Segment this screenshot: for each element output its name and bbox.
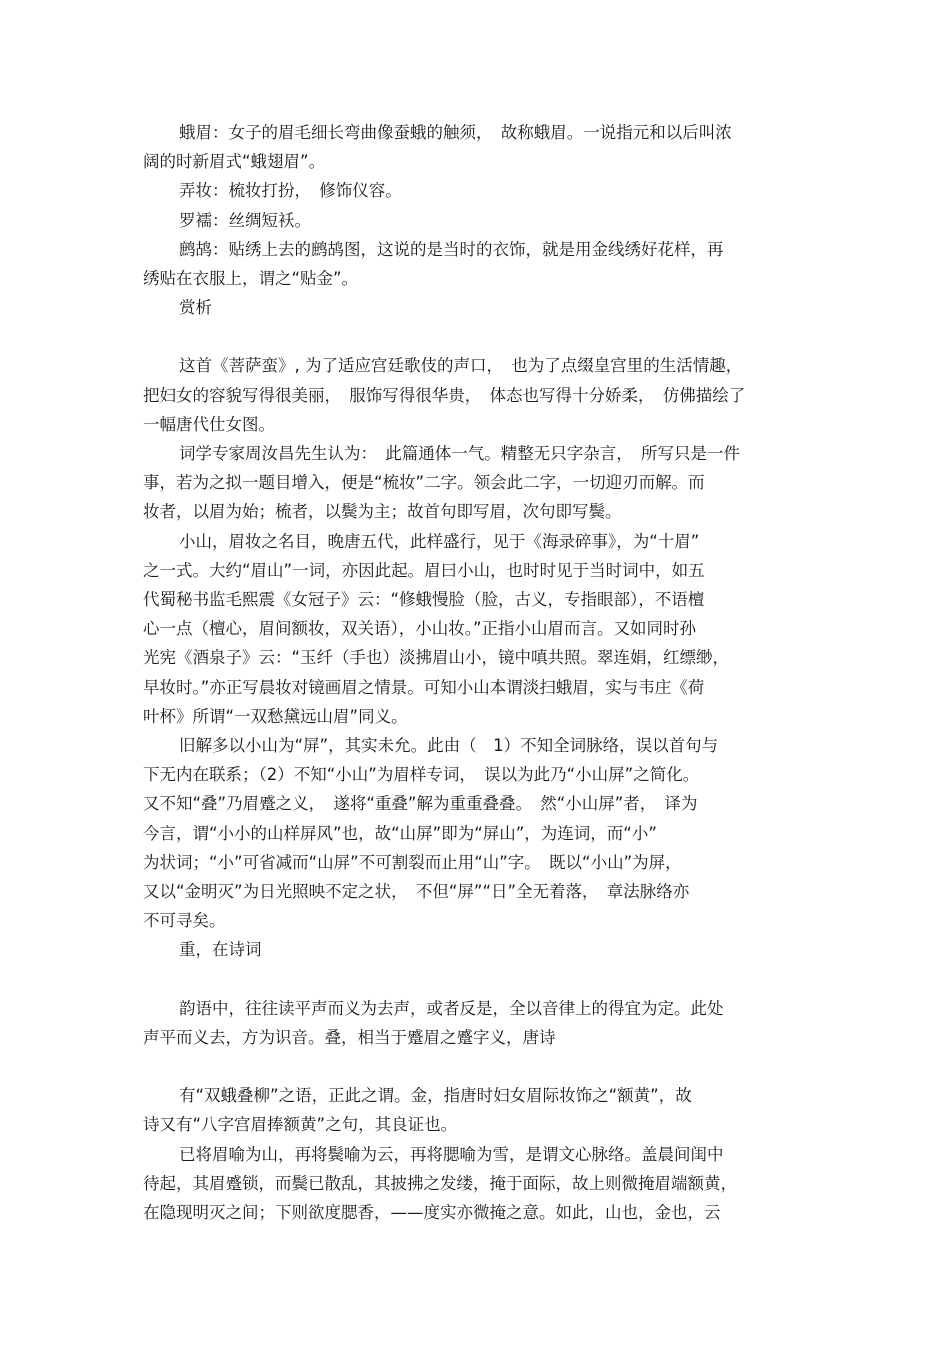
text-line: 一幅唐代仕女图。 [143,414,275,434]
body-text [143,118,807,1227]
text-line: 在隐现明灭之间；下则欲度腮香，——度实亦微掩之意。如此，山也，金也，云 [143,1202,721,1222]
paragraph-para-xiaoshan [143,527,807,731]
paragraph-spacer [143,322,807,351]
text-line: 韵语中，往往读平声而义为去声，或者反是，全以音律上的得宜为定。此处 [179,998,724,1018]
text-line: 代蜀秘书监毛熙震《女冠子》云：“修蛾慢脸（脸，古义，专指眼部），不语檀 [143,590,705,610]
paragraph-para-intro [143,351,807,439]
paragraph-para-youshuang [143,1081,807,1139]
text-line: 阔的时新眉式“蛾翅眉”。 [143,152,326,172]
text-line: 又以“金明灭”为日光照映不定之状， 不但“屏”“日”全无着落， 章法脉络亦 [143,882,690,902]
text-line: 蛾眉：女子的眉毛细长弯曲像蚕蛾的触须， 故称蛾眉。一说指元和以后叫浓 [179,123,732,142]
text-line: 心一点（檀心，眉间额妆，双关语），小山妆。”正指小山眉而言。又如同时孙 [143,619,697,639]
paragraph-para-zhou [143,439,807,527]
text-line: 声平而义去，方为识音。叠，相当于蹙眉之蹙字义，唐诗 [143,1027,556,1047]
text-line: 弄妆：梳妆打扮， 修饰仪容。 [179,181,402,201]
text-line: 事，若为之拟一题目增入，便是“梳妆”二字。领会此二字，一切迎刃而解。而 [143,473,705,493]
text-line: 待起，其眉蹙锁，而鬓已散乱，其披拂之发缕，掩于面际，故上则微掩眉端额黄， [143,1173,737,1193]
paragraph-para-jiujie [143,731,807,935]
paragraph-spacer [143,1052,807,1081]
text-line: 已将眉喻为山，再将鬓喻为云，再将腮喻为雪，是谓文心脉络。盖晨间闺中 [179,1144,724,1164]
paragraph-heading-shangxi [143,293,807,322]
text-line: 赏析 [179,298,212,318]
text-line: 妆者，以眉为始；梳者，以鬓为主；故首句即写眉，次句即写鬓。 [143,502,622,522]
paragraph-note-nongzhuang [143,176,807,205]
text-line: 为状词；“小”可省减而“山屏”不可割裂而止用“山”字。 既以“小山”为屏， [143,852,682,872]
text-line: 之一式。大约“眉山”一词，亦因此起。眉曰小山，也时时见于当时词中，如五 [143,560,705,580]
paragraph-note-luoru [143,206,807,235]
text-line: 这首《菩萨蛮》, 为了适应宫廷歌伎的声口， 也为了点缀皇宫里的生活情趣， [179,356,743,376]
paragraph-para-zhong [143,935,807,964]
text-line: 有“双蛾叠柳”之语，正此之谓。金，指唐时妇女眉际妆饰之“额黄”，故 [179,1086,692,1106]
text-line: 叶杯》所谓“一双愁黛远山眉”同义。 [143,706,408,726]
paragraph-para-yijiang [143,1140,807,1228]
text-line: 绣贴在衣服上，谓之“贴金”。 [143,269,359,289]
text-line: 把妇女的容貌写得很美丽， 服饰写得很华贵， 体态也写得十分娇柔， 仿佛描绘了 [143,385,746,405]
text-line: 又不知“叠”乃眉蹙之义， 遂将“重叠”解为重重叠叠。 然“小山屏”者， 译为 [143,794,698,814]
text-line: 不可寻矣。 [143,911,226,931]
text-line: 小山，眉妆之名目，晚唐五代，此样盛行，见于《海录碎事》，为“十眉” [179,531,700,551]
paragraph-para-yunyu [143,994,807,1052]
text-line: 今言，谓“小小的山样屏风”也，故“山屏”即为“屏山”，为连词，而“小” [143,823,657,843]
paragraph-note-emei [143,118,807,176]
paragraph-note-zhegu [143,235,807,293]
text-line: 光宪《酒泉子》云：“玉纤（手也）淡拂眉山小，镜中嗔共照。翠连娟，红缥缈， [143,648,730,668]
text-line: 下无内在联系；（2）不知“小山”为眉样专词， 误以为此乃“小山屏”之简化。 [143,765,700,785]
text-line: 重，在诗词 [179,940,262,960]
text-line: 罗襦：丝绸短袄。 [179,210,311,230]
text-line: 早妆时。”亦正写晨妆对镜画眉之情景。可知小山本谓淡扫蛾眉，实与韦庄《荷 [143,677,705,697]
text-line: 鹧鸪：贴绣上去的鹧鸪图，这说的是当时的衣饰，就是用金线绣好花样，再 [179,239,724,259]
text-line: 词学专家周汝昌先生认为： 此篇通体一气。精整无只字杂言， 所写只是一件 [179,444,740,464]
text-line: 诗又有“八字宫眉捧额黄”之句，其良证也。 [143,1115,458,1135]
paragraph-spacer [143,965,807,994]
text-line: 旧解多以小山为“屏”，其实未允。此由（ 1）不知全词脉络，误以首句与 [179,736,719,756]
